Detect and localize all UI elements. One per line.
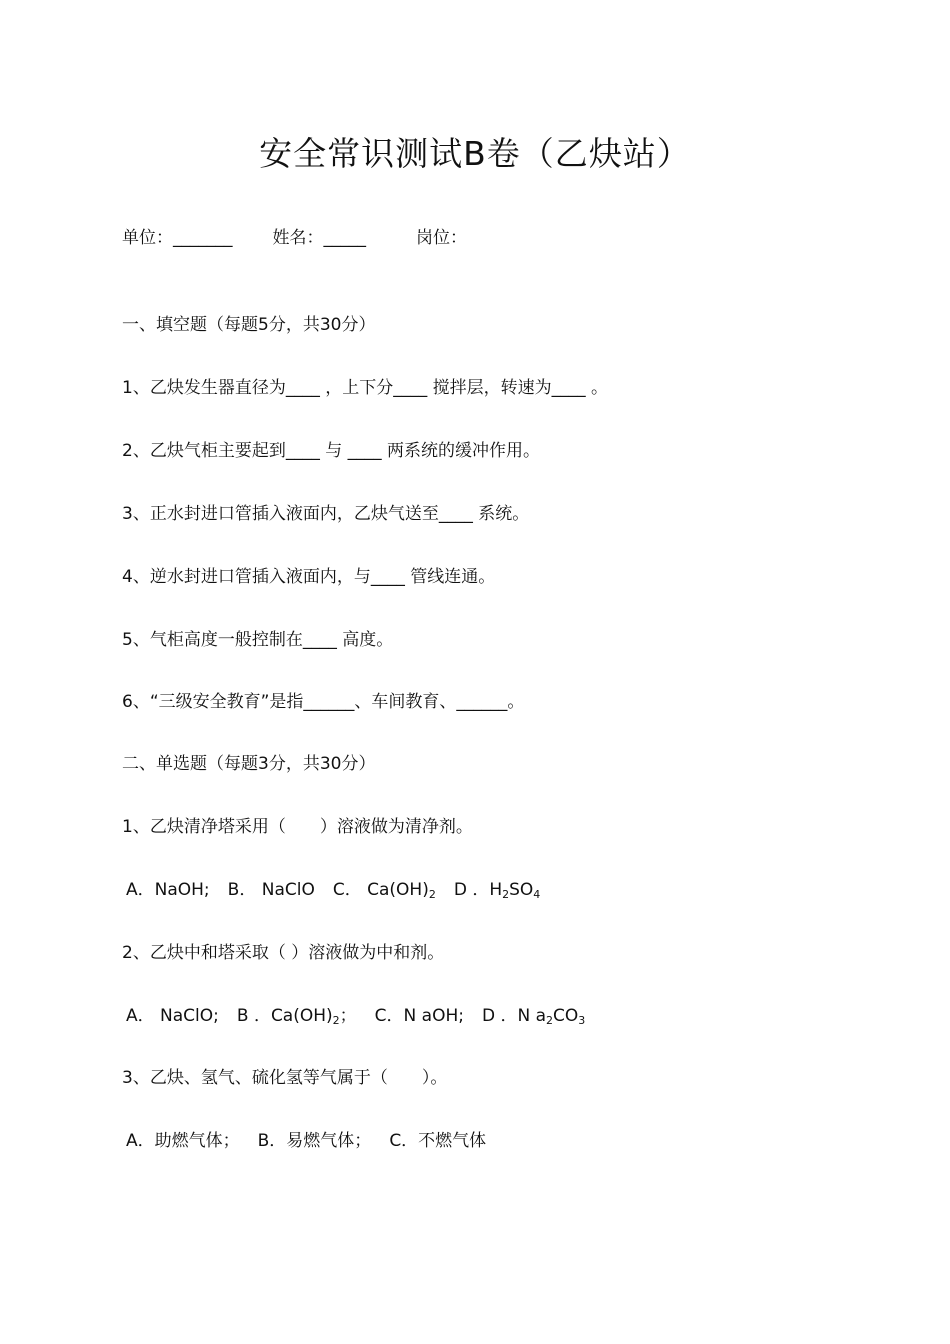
section2-heading: 二、单选题（每题3分，共30分） bbox=[122, 754, 376, 774]
post-field: 岗位： bbox=[416, 228, 467, 248]
fill-question-3: 3、正水封进口管插入液面内，乙炔气送至____ 系统。 bbox=[122, 504, 530, 524]
fill-question-6: 6、“三级安全教育”是指______、车间教育、______。 bbox=[122, 692, 525, 712]
choice-question-1-options bbox=[122, 878, 540, 907]
option-a: A． NaClO; bbox=[126, 1006, 219, 1026]
option-c: C． $Ca(OH)_2$ bbox=[332, 880, 436, 901]
option-a: A．助燃气体； bbox=[126, 1131, 240, 1151]
page-title: 安全常识测试B卷（乙炔站） bbox=[259, 134, 691, 173]
option-c: C．N aOH; bbox=[374, 1006, 464, 1026]
option-d: D ．N $a_2CO_3$ bbox=[481, 1006, 586, 1027]
option-b: B． NaClO bbox=[227, 880, 315, 900]
fill-question-1: 1、乙炔发生器直径为____ ，上下分____ 搅拌层，转速为____ 。 bbox=[122, 378, 609, 398]
choice-question-2-options bbox=[122, 1004, 585, 1033]
option-a: A．NaOH; bbox=[126, 880, 210, 900]
section1-heading: 一、填空题（每题5分，共30分） bbox=[122, 315, 376, 335]
unit-field: 单位：_______ bbox=[122, 228, 233, 248]
choice-question-1: 1、乙炔清净塔采用（ ）溶液做为清净剂。 bbox=[122, 817, 473, 837]
header-fields bbox=[122, 226, 467, 250]
option-d: D ．$H_2SO_4$ bbox=[453, 880, 541, 901]
name-field: 姓名：_____ bbox=[272, 228, 366, 248]
choice-question-2: 2、乙炔中和塔采取（ ）溶液做为中和剂。 bbox=[122, 943, 445, 963]
option-b: B ．$Ca(OH)_2$； bbox=[236, 1006, 357, 1027]
fill-question-5: 5、气柜高度一般控制在____ 高度。 bbox=[122, 630, 394, 650]
fill-question-2: 2、乙炔气柜主要起到____ 与 ____ 两系统的缓冲作用。 bbox=[122, 441, 541, 461]
option-b: B．易燃气体； bbox=[257, 1131, 372, 1151]
fill-question-4: 4、逆水封进口管插入液面内，与____ 管线连通。 bbox=[122, 567, 496, 587]
choice-question-3-options bbox=[122, 1129, 486, 1153]
choice-question-3: 3、乙炔、氢气、硫化氢等气属于（ ）。 bbox=[122, 1068, 448, 1088]
option-c: C．不燃气体 bbox=[389, 1131, 487, 1151]
